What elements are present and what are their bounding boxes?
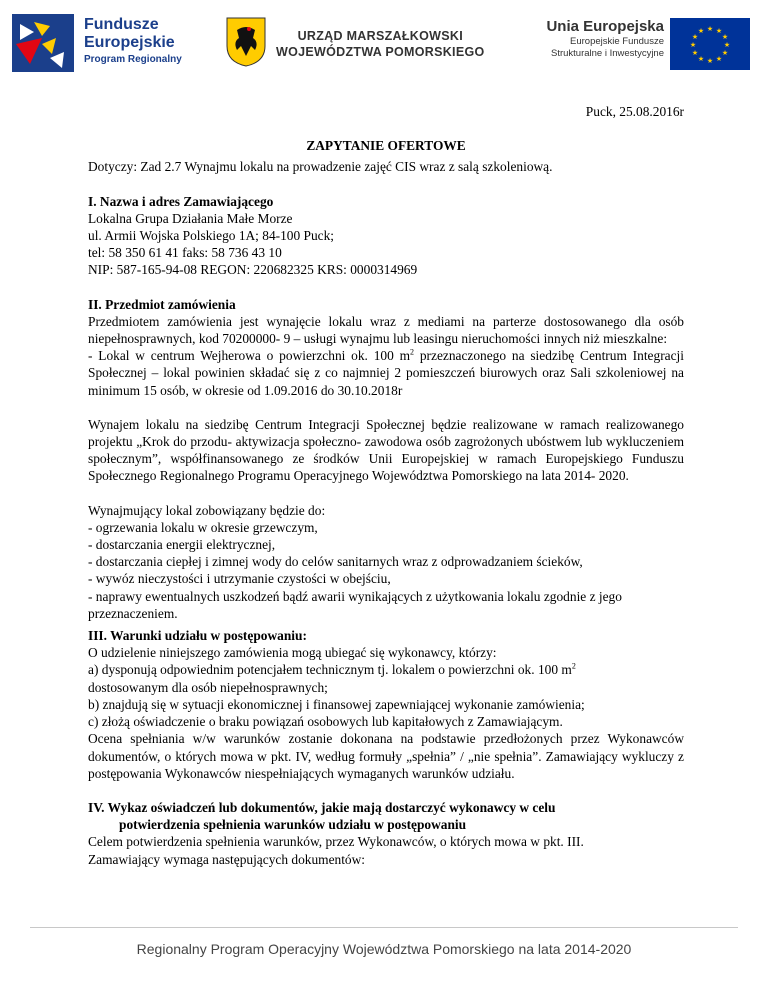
svg-text:★: ★ xyxy=(715,27,723,35)
p2-text-a: - Lokal w centrum Wejherowa o powierzchni ok. 100 m xyxy=(88,348,411,364)
obligation-item: - dostarczania ciepłej i zimnej wody do celów sanitarnych wraz z odprowadzaniem ścieków, xyxy=(88,554,583,570)
page-header xyxy=(0,0,768,92)
condition-a-text: a) dysponują odpowiednim potencjałem technicznym tj. lokalem o powierzchni ok. 100 m xyxy=(88,662,572,678)
svg-text:★: ★ xyxy=(706,57,714,65)
page-footer: Regionalny Program Operacyjny Województwa Pomorskiego na lata 2014-2020 xyxy=(136,941,632,957)
condition-a-superscript: 2 xyxy=(571,662,576,672)
document-body xyxy=(88,92,684,868)
section-2-heading: II. Przedmiot zamówienia xyxy=(88,296,236,312)
fundusze-europejskie-logo-icon xyxy=(12,14,80,77)
fundusze-europejskie-text xyxy=(84,16,182,67)
footer-divider xyxy=(30,927,738,928)
eu-flag-icon xyxy=(670,18,750,75)
fe-line3: Program Regionalny xyxy=(84,54,182,65)
ue-line1: Unia Europejska xyxy=(546,18,664,35)
section-1-heading: I. Nazwa i adres Zamawiającego xyxy=(88,193,274,209)
ue-line3: Strukturalne i Inwestycyjne xyxy=(551,48,664,59)
section-3-heading: III. Warunki udziału w postępowaniu: xyxy=(88,628,307,644)
place-date: Puck, 25.08.2016r xyxy=(585,104,684,119)
evaluation-paragraph: Ocena spełniania w/w warunków zostanie dokonana na podstawie przedłożonych przez Wykonawców dokumentów, o których mowa w pkt. IV, według formuły „spełnia” / „nie spełnia”. Zamawiający wykluczy z postępowania Wykonawców niespełniających wymaganych warunków udziału. xyxy=(88,731,684,781)
svg-text:★: ★ xyxy=(721,33,729,41)
urzad-marszalkowski-text xyxy=(276,28,485,60)
condition-b: b) znajdują się w sytuacji ekonomicznej i finansowej zapewniającej wykonanie zamówienia; xyxy=(88,696,585,712)
obligation-item: - dostarczania energii elektrycznej, xyxy=(88,537,276,553)
section-2-paragraph-2 xyxy=(88,347,684,399)
svg-text:★: ★ xyxy=(691,33,699,41)
svg-text:★: ★ xyxy=(691,49,699,57)
obligations-intro: Wynajmujący lokal zobowiązany będzie do: xyxy=(88,502,326,518)
condition-a-continued: dostosowanym dla osób niepełnosprawnych; xyxy=(88,679,328,695)
ue-line2: Europejskie Fundusze xyxy=(570,36,664,47)
orderer-ids: NIP: 587-165-94-08 REGON: 220682325 KRS: 0000314969 xyxy=(88,262,418,278)
um-line1: URZĄD MARSZAŁKOWSKI xyxy=(297,29,463,43)
svg-text:★: ★ xyxy=(697,55,705,63)
section-4-line-2: Zamawiający wymaga następujących dokumentów: xyxy=(88,851,366,867)
svg-text:★: ★ xyxy=(697,27,705,35)
svg-text:★: ★ xyxy=(689,41,697,49)
fe-line2: Europejskie xyxy=(84,34,175,51)
svg-text:★: ★ xyxy=(723,41,731,49)
obligation-item: - naprawy ewentualnych uszkodzeń bądź awarii wynikających z użytkowania lokalu zgodnie z jego przeznaczeniem. xyxy=(88,588,622,621)
obligation-item: - ogrzewania lokalu w okresie grzewczym, xyxy=(88,519,318,535)
condition-a xyxy=(88,661,684,678)
subject-line: Dotyczy: Zad 2.7 Wynajmu lokalu na prowadzenie zajęć CIS wraz z salą szkoleniową. xyxy=(88,159,553,175)
condition-c: c) złożą oświadczenie o braku powiązań osobowych lub kapitałowych z Zamawiającym. xyxy=(88,714,563,730)
orderer-name: Lokalna Grupa Działania Małe Morze xyxy=(88,210,293,226)
section-4-line-1: Celem potwierdzenia spełnienia warunków, przez Wykonawców, o których mowa w pkt. III. xyxy=(88,834,584,850)
section-3-intro: O udzielenie niniejszego zamówienia mogą ubiegać się wykonawcy, którzy: xyxy=(88,645,497,661)
fe-line1: Fundusze xyxy=(84,16,159,33)
section-4-heading-continued: potwierdzenia spełnienia warunków udziału w postępowaniu xyxy=(119,817,467,833)
section-4-heading: IV. Wykaz oświadczeń lub dokumentów, jakie mają dostarczyć wykonawcy w celu xyxy=(88,799,556,815)
orderer-phone: tel: 58 350 61 41 faks: 58 736 43 10 xyxy=(88,245,282,261)
obligation-item: - wywóz nieczystości i utrzymanie czystości w obejściu, xyxy=(88,571,391,587)
p2-text-b: przeznaczonego na siedzibę Centrum Integracji Społecznej – lokal powinien składać się z co najmniej 2 pomieszczeń biurowych oraz Sali szkoleniowej na minimum 15 osób, w okresie od 1.09.2016 do 30.10.2018r xyxy=(88,348,684,398)
document-title: ZAPYTANIE OFERTOWE xyxy=(306,138,466,154)
section-2-paragraph-3: Wynajem lokalu na siedzibę Centrum Integracji Społecznej będzie realizowane w ramach realizowanego projektu „Krok do przodu- aktywizacja społeczno- zawodowa osób zagrożonych ubóstwem lub wykluczeniem społecznym”, współfinansowanego ze środków Unii Europejskiej w ramach Europejskiego Funduszu Społecznego Regionalnego Programu Operacyjnego Województwa Pomorskiego na lata 2014- 2020. xyxy=(88,416,684,484)
p2-superscript: 2 xyxy=(410,347,415,357)
svg-text:★: ★ xyxy=(706,25,714,33)
pomorskie-coat-of-arms-icon xyxy=(225,16,267,73)
um-line2: WOJEWÓDZTWA POMORSKIEGO xyxy=(276,45,485,59)
orderer-address: ul. Armii Wojska Polskiego 1A; 84-100 Puck; xyxy=(88,228,335,244)
unia-europejska-text xyxy=(514,18,664,60)
svg-text:★: ★ xyxy=(715,55,723,63)
svg-text:★: ★ xyxy=(721,49,729,57)
section-2-paragraph-1: Przedmiotem zamówienia jest wynajęcie lokalu wraz z mediami na parterze dostosowanego dla osób niepełnosprawnych, kod 70200000- 9 – usługi wynajmu lub leasingu nieruchomości innych niż mieszkalne: xyxy=(88,313,684,347)
